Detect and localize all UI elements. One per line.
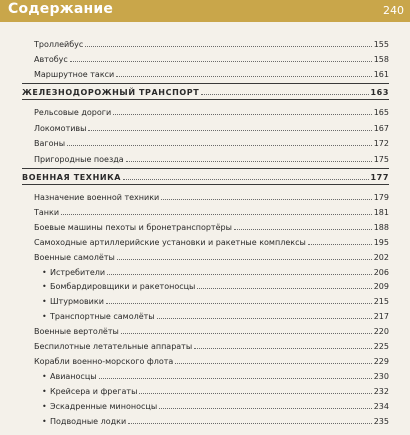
toc-label-text: Автобус xyxy=(34,55,68,64)
toc-label-text: Крейсера и фрегаты xyxy=(50,386,138,396)
toc-section-label xyxy=(22,87,199,98)
toc-entry-label xyxy=(34,192,159,203)
toc-page-number: 230 xyxy=(373,371,389,381)
toc-entry-label xyxy=(34,222,232,233)
toc-label-text: Вагоны xyxy=(34,139,66,148)
toc-page-number: 158 xyxy=(373,55,389,64)
leader-dots xyxy=(308,244,372,245)
toc-label-text: Троллейбус xyxy=(34,40,84,49)
leader-dots xyxy=(67,145,372,146)
toc-page-number: 172 xyxy=(373,139,389,148)
toc-entry-label xyxy=(50,267,105,278)
toc-entry-label xyxy=(50,416,126,427)
toc-label-text: Рельсовые дороги xyxy=(34,108,112,117)
toc-entry-label xyxy=(34,207,59,218)
section-top-rule xyxy=(22,168,389,169)
toc-label-text: Штурмовики xyxy=(50,297,104,307)
bullet-icon: • xyxy=(42,416,47,426)
toc-page-number: 195 xyxy=(373,237,389,247)
leader-dots xyxy=(157,318,372,319)
toc-entry-row[interactable] xyxy=(34,236,389,248)
toc-label-text: Пригородные поезда xyxy=(34,154,124,164)
bullet-icon: • xyxy=(42,297,47,307)
toc-page-number: 206 xyxy=(373,267,389,277)
leader-dots xyxy=(121,333,372,334)
toc-entry-label xyxy=(50,311,155,322)
toc-page-number: 177 xyxy=(370,173,389,182)
leader-dots xyxy=(106,303,372,304)
toc-label-text: Подводные лодки xyxy=(50,416,127,426)
toc-label-text: Самоходные артиллерийские установки и ракетные комплексы xyxy=(34,237,306,247)
leader-dots xyxy=(159,408,372,409)
page-title: Содержание xyxy=(8,1,114,17)
toc-entry-label xyxy=(34,252,115,263)
toc-entry-row[interactable] xyxy=(34,122,389,134)
toc-page-number: 167 xyxy=(373,123,389,133)
toc-section-row[interactable] xyxy=(22,171,389,183)
toc-entry-row[interactable] xyxy=(42,415,389,427)
toc-entry-row[interactable] xyxy=(34,355,389,367)
toc-entry-label xyxy=(34,356,173,367)
toc-entry-row[interactable] xyxy=(34,53,389,65)
toc-entry-row[interactable] xyxy=(42,385,389,397)
bullet-icon: • xyxy=(42,282,47,292)
toc-label-text: Военные вертолёты xyxy=(34,327,119,337)
toc-label-text: Боевые машины пехоты и бронетранспортёры xyxy=(34,222,232,232)
toc-label-text: Авианосцы xyxy=(50,371,97,381)
toc-label-text: Корабли военно-морского флота xyxy=(34,356,174,366)
toc-entry-label xyxy=(34,123,86,134)
toc-entry-row[interactable] xyxy=(34,153,389,165)
toc-entry-label xyxy=(34,138,65,149)
toc-entry-row[interactable] xyxy=(34,106,389,118)
leader-dots xyxy=(117,259,372,260)
toc-entry-row[interactable] xyxy=(34,251,389,263)
toc-entry-label xyxy=(50,281,195,292)
toc-entry-label xyxy=(50,371,97,382)
toc-entry-label xyxy=(34,54,68,65)
leader-dots xyxy=(61,214,372,215)
toc-entry-row[interactable] xyxy=(34,206,389,218)
leader-dots xyxy=(126,161,372,162)
leader-dots xyxy=(175,363,371,364)
toc-page-number: 232 xyxy=(373,386,389,396)
toc-page-number: 188 xyxy=(373,222,389,232)
bullet-icon: • xyxy=(42,371,47,381)
leader-dots xyxy=(85,46,371,47)
leader-dots xyxy=(201,94,368,95)
toc-label-text: ЖЕЛЕЗНОДОРОЖНЫЙ ТРАНСПОРТ xyxy=(22,88,200,97)
section-bottom-rule xyxy=(22,99,389,100)
toc-entry-label xyxy=(50,296,104,307)
toc-label-text: Транспортные самолёты xyxy=(50,312,155,322)
page-number: 240 xyxy=(383,4,404,17)
leader-dots xyxy=(116,76,371,77)
toc-page-number: 209 xyxy=(373,282,389,292)
toc-page-number: 215 xyxy=(373,297,389,307)
toc-entry-row[interactable] xyxy=(42,370,389,382)
toc-entry-label xyxy=(34,69,114,80)
leader-dots xyxy=(113,114,372,115)
toc-entry-label xyxy=(34,237,306,248)
toc-entry-label xyxy=(50,401,157,412)
toc-label-text: Эскадренные миноносцы xyxy=(50,401,158,411)
toc-page-number: 179 xyxy=(373,193,389,202)
toc-entry-row[interactable] xyxy=(42,280,389,292)
toc-label-text: Военные самолёты xyxy=(34,252,115,262)
toc-entry-row[interactable] xyxy=(42,310,389,322)
toc-label-text: Бомбардировщики и ракетоносцы xyxy=(50,282,196,292)
toc-entry-row[interactable] xyxy=(34,38,389,50)
toc-page-number: 229 xyxy=(373,356,389,366)
leader-dots xyxy=(107,274,372,275)
leader-dots xyxy=(194,348,372,349)
leader-dots xyxy=(128,423,372,424)
toc-entry-row[interactable] xyxy=(34,221,389,233)
toc-label-text: Назначение военной техники xyxy=(34,193,160,202)
toc-entry-label xyxy=(34,326,119,337)
toc-label-text: Истребители xyxy=(50,267,106,277)
leader-dots xyxy=(139,393,371,394)
toc-section-row[interactable] xyxy=(22,86,389,98)
toc-entry-label xyxy=(34,154,124,165)
toc-entry-row[interactable] xyxy=(42,295,389,307)
toc-page-number: 175 xyxy=(373,154,389,164)
leader-dots xyxy=(197,288,371,289)
toc-page-number: 163 xyxy=(370,88,389,97)
bullet-icon: • xyxy=(42,267,47,277)
toc-page-number: 161 xyxy=(373,70,389,79)
toc-label-text: Танки xyxy=(34,207,60,217)
toc-label-text: Маршрутное такси xyxy=(34,70,115,79)
bullet-icon: • xyxy=(42,401,47,411)
toc-entry-row[interactable] xyxy=(34,68,389,80)
toc-page-number: 235 xyxy=(373,416,389,426)
toc-label-text: Локомотивы xyxy=(34,123,87,133)
leader-dots xyxy=(70,61,372,62)
toc-page-number: 181 xyxy=(373,207,389,217)
bullet-icon: • xyxy=(42,386,47,396)
toc-page-number: 202 xyxy=(373,252,389,262)
section-bottom-rule xyxy=(22,184,389,185)
toc-entry-label xyxy=(34,341,192,352)
toc-section-label xyxy=(22,172,121,183)
toc-page-number: 234 xyxy=(373,401,389,411)
toc-label-text: ВОЕННАЯ ТЕХНИКА xyxy=(22,173,122,182)
leader-dots xyxy=(99,378,372,379)
toc-entry-row[interactable] xyxy=(42,400,389,412)
toc-entry-row[interactable] xyxy=(42,266,389,278)
toc-page-number: 155 xyxy=(373,40,389,49)
section-top-rule xyxy=(22,83,389,84)
leader-dots xyxy=(88,130,371,131)
toc-page-number: 217 xyxy=(373,312,389,322)
toc-page-number: 225 xyxy=(373,342,389,351)
toc-page-number: 165 xyxy=(373,108,389,117)
toc-entry-row[interactable] xyxy=(34,340,389,352)
toc-entry-row[interactable] xyxy=(34,191,389,203)
toc-entry-label xyxy=(50,386,137,397)
bullet-icon: • xyxy=(42,312,47,322)
toc-page-number: 220 xyxy=(373,327,389,337)
toc-entry-label xyxy=(34,107,111,118)
toc-label-text: Беспилотные летательные аппараты xyxy=(34,342,193,351)
toc-entry-row[interactable] xyxy=(34,137,389,149)
toc-entry-label xyxy=(34,39,83,50)
leader-dots xyxy=(123,179,368,180)
leader-dots xyxy=(161,199,371,200)
leader-dots xyxy=(234,229,372,230)
toc-entry-row[interactable] xyxy=(34,325,389,337)
